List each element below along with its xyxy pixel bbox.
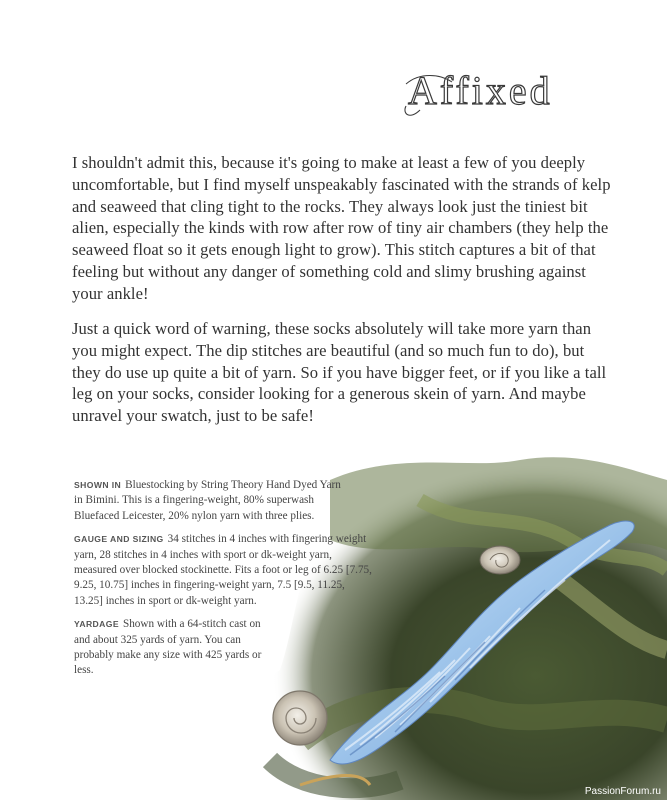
watermark: PassionForum.ru bbox=[584, 786, 661, 797]
spec-shown-in-text: Bluestocking by String Theory Hand Dyed Yarn in Bimini. This is a fingering-weight, 80% superwash Bluefaced Leicester, 20% nylon yarn with three plies. bbox=[74, 479, 341, 522]
spec-gauge-text: 34 stitches in 4 inches with fingering weight yarn, 28 stitches in 4 inches with sport or dk-weight yarn, measured over blocked stockinette. Fits a foot or leg of 6.25 [7.75, 9.25, 10.75] inches in fingering-weight yarn, 7.5 [9.5, 11.25, 13.25] inches in sport or dk-weight yarn. bbox=[74, 533, 372, 607]
spec-gauge-label: GAUGE AND SIZING bbox=[74, 534, 164, 545]
spec-shown-in bbox=[74, 478, 344, 524]
spec-yardage-label: YARDAGE bbox=[74, 619, 119, 630]
title-text: Affixed bbox=[408, 68, 553, 113]
spec-shown-in-label: SHOWN IN bbox=[74, 480, 122, 490]
pattern-specs bbox=[74, 478, 374, 687]
spec-gauge-and-sizing bbox=[74, 532, 374, 609]
intro-paragraph-2: Just a quick word of warning, these socks absolutely will take more yarn than you might expect. The dip stitches are beautiful (and so much fun to do), but they do use up quite a bit of yarn. So if you have bigger feet, or if you like a tall leg on your socks, consider looking for a generous skein of yarn. And maybe unravel your swatch, just to be safe! bbox=[72, 319, 607, 426]
intro-paragraph-1: I shouldn't admit this, because it's going to make at least a few of you deeply uncomfortable, but I find myself unspeakably fascinated with the strands of kelp and seaweed that cling tight to the rocks. They always look just the tiniest bit alien, especially the kinds with row after row of tiny air chambers (they help the seaweed float so it gets enough light to grow). This stitch captures a bit of that feeling but without any danger of something cold and slimy brushing against your ankle! bbox=[72, 153, 611, 303]
pattern-title bbox=[400, 54, 620, 124]
title-lettering bbox=[400, 54, 620, 124]
spec-yardage-text: Shown with a 64-stitch cast on and about 325 yards of yarn. You can probably make any size with 425 yards or less. bbox=[74, 618, 262, 677]
spec-yardage bbox=[74, 617, 274, 679]
